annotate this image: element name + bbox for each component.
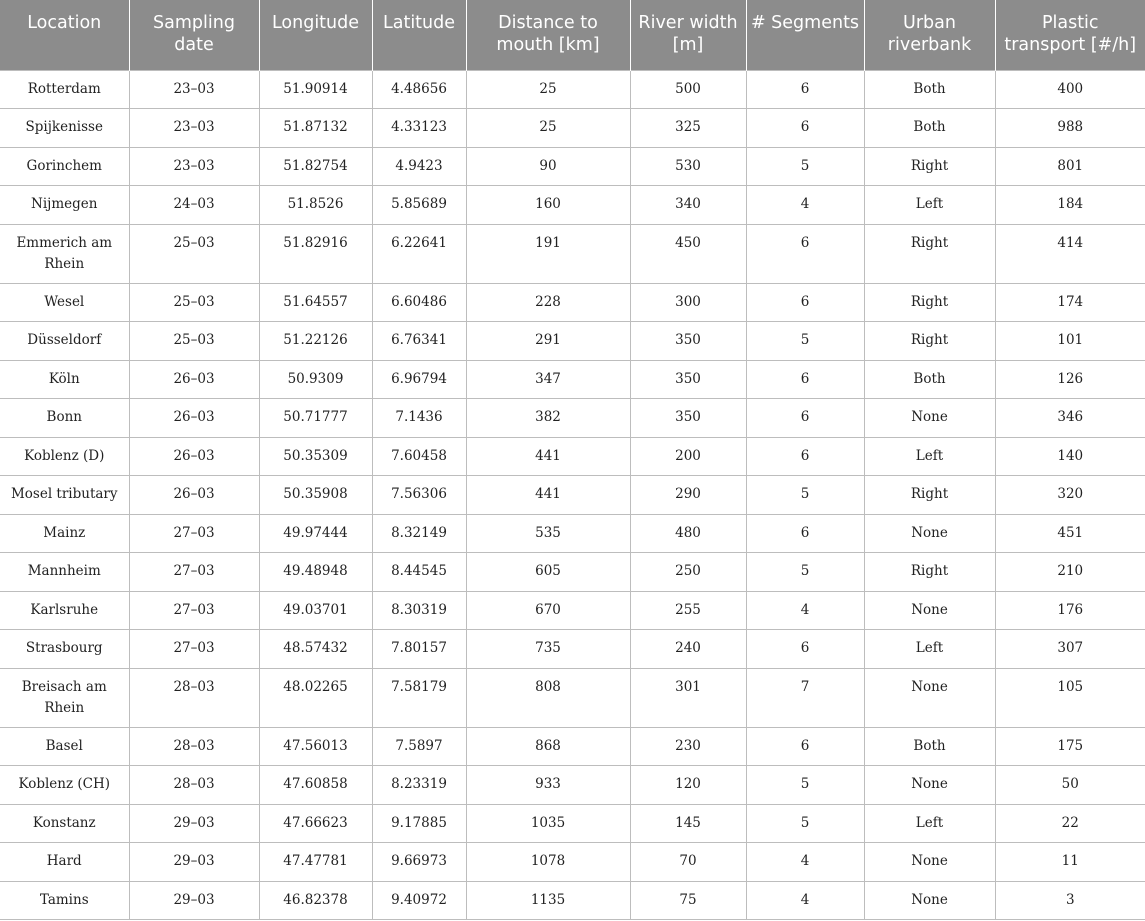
cell-latitude: 9.17885: [372, 804, 466, 843]
cell-longitude: 51.87132: [259, 109, 372, 148]
cell-location: Mainz: [0, 514, 129, 553]
cell-latitude: 8.44545: [372, 553, 466, 592]
cell-latitude: 6.60486: [372, 283, 466, 322]
cell-sampling-date: 25–03: [129, 322, 259, 361]
cell-river-width: 255: [630, 591, 746, 630]
cell-segments: 6: [746, 630, 864, 669]
cell-longitude: 51.64557: [259, 283, 372, 322]
cell-location: Düsseldorf: [0, 322, 129, 361]
cell-plastic-transport: 3: [995, 881, 1145, 920]
cell-longitude: 50.35309: [259, 437, 372, 476]
cell-location: Rotterdam: [0, 70, 129, 109]
cell-location: Spijkenisse: [0, 109, 129, 148]
cell-river-width: 325: [630, 109, 746, 148]
cell-latitude: 4.48656: [372, 70, 466, 109]
cell-plastic-transport: 400: [995, 70, 1145, 109]
cell-river-width: 480: [630, 514, 746, 553]
cell-segments: 6: [746, 514, 864, 553]
table-row: [0, 630, 1145, 669]
cell-river-width: 200: [630, 437, 746, 476]
cell-sampling-date: 23–03: [129, 109, 259, 148]
cell-distance-to-mouth: 25: [466, 70, 630, 109]
cell-latitude: 6.96794: [372, 360, 466, 399]
cell-plastic-transport: 22: [995, 804, 1145, 843]
cell-distance-to-mouth: 160: [466, 186, 630, 225]
cell-location: Gorinchem: [0, 147, 129, 186]
cell-urban-riverbank: Left: [864, 186, 995, 225]
cell-longitude: 49.48948: [259, 553, 372, 592]
cell-latitude: 5.85689: [372, 186, 466, 225]
table-row: [0, 147, 1145, 186]
cell-river-width: 120: [630, 766, 746, 805]
cell-segments: 6: [746, 283, 864, 322]
cell-latitude: 4.33123: [372, 109, 466, 148]
cell-urban-riverbank: Left: [864, 437, 995, 476]
cell-urban-riverbank: Both: [864, 109, 995, 148]
cell-location: Konstanz: [0, 804, 129, 843]
cell-location: Koblenz (D): [0, 437, 129, 476]
cell-river-width: 230: [630, 727, 746, 766]
table-row: [0, 804, 1145, 843]
cell-distance-to-mouth: 191: [466, 224, 630, 283]
cell-latitude: 7.58179: [372, 668, 466, 727]
cell-segments: 5: [746, 322, 864, 361]
cell-longitude: 46.82378: [259, 881, 372, 920]
cell-plastic-transport: 176: [995, 591, 1145, 630]
cell-latitude: 4.9423: [372, 147, 466, 186]
cell-segments: 5: [746, 147, 864, 186]
cell-river-width: 250: [630, 553, 746, 592]
cell-sampling-date: 27–03: [129, 514, 259, 553]
cell-plastic-transport: 307: [995, 630, 1145, 669]
cell-segments: 6: [746, 224, 864, 283]
cell-sampling-date: 29–03: [129, 843, 259, 882]
cell-distance-to-mouth: 605: [466, 553, 630, 592]
cell-distance-to-mouth: 808: [466, 668, 630, 727]
cell-urban-riverbank: None: [864, 766, 995, 805]
cell-segments: 6: [746, 360, 864, 399]
cell-longitude: 50.71777: [259, 399, 372, 438]
cell-location: Mosel tributary: [0, 476, 129, 515]
cell-river-width: 290: [630, 476, 746, 515]
cell-latitude: 7.1436: [372, 399, 466, 438]
cell-river-width: 70: [630, 843, 746, 882]
cell-distance-to-mouth: 90: [466, 147, 630, 186]
cell-segments: 4: [746, 591, 864, 630]
cell-distance-to-mouth: 347: [466, 360, 630, 399]
cell-river-width: 500: [630, 70, 746, 109]
cell-location: Köln: [0, 360, 129, 399]
cell-river-width: 350: [630, 399, 746, 438]
cell-segments: 5: [746, 804, 864, 843]
cell-segments: 6: [746, 109, 864, 148]
cell-urban-riverbank: None: [864, 514, 995, 553]
cell-longitude: 49.97444: [259, 514, 372, 553]
cell-sampling-date: 25–03: [129, 224, 259, 283]
cell-plastic-transport: 50: [995, 766, 1145, 805]
cell-longitude: 48.02265: [259, 668, 372, 727]
cell-urban-riverbank: Left: [864, 804, 995, 843]
cell-plastic-transport: 320: [995, 476, 1145, 515]
cell-plastic-transport: 414: [995, 224, 1145, 283]
header-river-width: River width [m]: [630, 0, 746, 70]
cell-urban-riverbank: Right: [864, 283, 995, 322]
cell-river-width: 75: [630, 881, 746, 920]
cell-location: Wesel: [0, 283, 129, 322]
header-latitude: Latitude: [372, 0, 466, 70]
cell-plastic-transport: 105: [995, 668, 1145, 727]
cell-longitude: 47.66623: [259, 804, 372, 843]
cell-distance-to-mouth: 25: [466, 109, 630, 148]
cell-sampling-date: 26–03: [129, 437, 259, 476]
cell-segments: 5: [746, 766, 864, 805]
cell-plastic-transport: 175: [995, 727, 1145, 766]
cell-distance-to-mouth: 1035: [466, 804, 630, 843]
cell-urban-riverbank: Both: [864, 70, 995, 109]
cell-distance-to-mouth: 1135: [466, 881, 630, 920]
cell-longitude: 51.22126: [259, 322, 372, 361]
cell-urban-riverbank: Right: [864, 224, 995, 283]
cell-urban-riverbank: Right: [864, 553, 995, 592]
cell-longitude: 49.03701: [259, 591, 372, 630]
cell-sampling-date: 25–03: [129, 283, 259, 322]
cell-urban-riverbank: Both: [864, 360, 995, 399]
cell-plastic-transport: 140: [995, 437, 1145, 476]
table-body: [0, 70, 1145, 920]
table-row: [0, 224, 1145, 283]
cell-location: Basel: [0, 727, 129, 766]
header-segments: # Segments: [746, 0, 864, 70]
cell-urban-riverbank: None: [864, 881, 995, 920]
cell-plastic-transport: 346: [995, 399, 1145, 438]
cell-plastic-transport: 184: [995, 186, 1145, 225]
table-row: [0, 70, 1145, 109]
cell-segments: 6: [746, 437, 864, 476]
header-row: [0, 0, 1145, 70]
table-row: [0, 668, 1145, 727]
header-sampling-date: Sampling date: [129, 0, 259, 70]
cell-latitude: 6.76341: [372, 322, 466, 361]
header-distance-to-mouth: Distance to mouth [km]: [466, 0, 630, 70]
cell-plastic-transport: 174: [995, 283, 1145, 322]
cell-distance-to-mouth: 670: [466, 591, 630, 630]
cell-segments: 5: [746, 476, 864, 515]
cell-latitude: 6.22641: [372, 224, 466, 283]
cell-distance-to-mouth: 441: [466, 437, 630, 476]
cell-latitude: 8.32149: [372, 514, 466, 553]
cell-location: Nijmegen: [0, 186, 129, 225]
header-urban-riverbank: Urban riverbank: [864, 0, 995, 70]
table-row: [0, 283, 1145, 322]
cell-segments: 5: [746, 553, 864, 592]
cell-urban-riverbank: None: [864, 399, 995, 438]
cell-sampling-date: 27–03: [129, 591, 259, 630]
cell-river-width: 450: [630, 224, 746, 283]
cell-river-width: 301: [630, 668, 746, 727]
cell-location: Bonn: [0, 399, 129, 438]
cell-sampling-date: 24–03: [129, 186, 259, 225]
table-header: [0, 0, 1145, 70]
cell-sampling-date: 26–03: [129, 360, 259, 399]
cell-distance-to-mouth: 535: [466, 514, 630, 553]
table-row: [0, 476, 1145, 515]
cell-sampling-date: 27–03: [129, 630, 259, 669]
cell-segments: 4: [746, 881, 864, 920]
table-row: [0, 591, 1145, 630]
cell-urban-riverbank: Right: [864, 476, 995, 515]
cell-sampling-date: 23–03: [129, 70, 259, 109]
cell-river-width: 350: [630, 360, 746, 399]
cell-location: Karlsruhe: [0, 591, 129, 630]
cell-latitude: 7.80157: [372, 630, 466, 669]
cell-latitude: 7.56306: [372, 476, 466, 515]
cell-longitude: 50.9309: [259, 360, 372, 399]
cell-longitude: 47.56013: [259, 727, 372, 766]
cell-segments: 4: [746, 186, 864, 225]
cell-sampling-date: 27–03: [129, 553, 259, 592]
cell-urban-riverbank: Right: [864, 322, 995, 361]
cell-location: Emmerich am Rhein: [0, 224, 129, 283]
cell-location: Strasbourg: [0, 630, 129, 669]
cell-longitude: 50.35908: [259, 476, 372, 515]
cell-distance-to-mouth: 441: [466, 476, 630, 515]
header-location: Location: [0, 0, 129, 70]
cell-longitude: 51.8526: [259, 186, 372, 225]
table-row: [0, 109, 1145, 148]
cell-urban-riverbank: Left: [864, 630, 995, 669]
cell-distance-to-mouth: 228: [466, 283, 630, 322]
cell-location: Koblenz (CH): [0, 766, 129, 805]
table-row: [0, 553, 1145, 592]
cell-distance-to-mouth: 1078: [466, 843, 630, 882]
cell-location: Breisach am Rhein: [0, 668, 129, 727]
cell-distance-to-mouth: 868: [466, 727, 630, 766]
table-row: [0, 360, 1145, 399]
table-row: [0, 437, 1145, 476]
cell-segments: 6: [746, 399, 864, 438]
cell-urban-riverbank: Right: [864, 147, 995, 186]
cell-sampling-date: 28–03: [129, 727, 259, 766]
cell-plastic-transport: 988: [995, 109, 1145, 148]
table-row: [0, 766, 1145, 805]
cell-distance-to-mouth: 735: [466, 630, 630, 669]
cell-sampling-date: 23–03: [129, 147, 259, 186]
cell-river-width: 240: [630, 630, 746, 669]
cell-river-width: 300: [630, 283, 746, 322]
cell-segments: 4: [746, 843, 864, 882]
cell-longitude: 51.82754: [259, 147, 372, 186]
cell-latitude: 9.40972: [372, 881, 466, 920]
cell-plastic-transport: 451: [995, 514, 1145, 553]
cell-sampling-date: 29–03: [129, 881, 259, 920]
cell-distance-to-mouth: 291: [466, 322, 630, 361]
cell-sampling-date: 28–03: [129, 766, 259, 805]
cell-longitude: 47.47781: [259, 843, 372, 882]
cell-distance-to-mouth: 933: [466, 766, 630, 805]
cell-distance-to-mouth: 382: [466, 399, 630, 438]
cell-longitude: 48.57432: [259, 630, 372, 669]
cell-latitude: 8.23319: [372, 766, 466, 805]
cell-segments: 7: [746, 668, 864, 727]
cell-segments: 6: [746, 70, 864, 109]
header-plastic-transport: Plastic transport [#/h]: [995, 0, 1145, 70]
cell-urban-riverbank: Both: [864, 727, 995, 766]
cell-location: Tamins: [0, 881, 129, 920]
cell-urban-riverbank: None: [864, 668, 995, 727]
table-row: [0, 881, 1145, 920]
cell-plastic-transport: 11: [995, 843, 1145, 882]
cell-sampling-date: 29–03: [129, 804, 259, 843]
cell-urban-riverbank: None: [864, 843, 995, 882]
cell-latitude: 8.30319: [372, 591, 466, 630]
cell-latitude: 7.5897: [372, 727, 466, 766]
cell-plastic-transport: 101: [995, 322, 1145, 361]
cell-longitude: 51.90914: [259, 70, 372, 109]
table-row: [0, 727, 1145, 766]
cell-river-width: 530: [630, 147, 746, 186]
table-row: [0, 843, 1145, 882]
table-row: [0, 399, 1145, 438]
cell-river-width: 340: [630, 186, 746, 225]
cell-plastic-transport: 210: [995, 553, 1145, 592]
cell-latitude: 9.66973: [372, 843, 466, 882]
cell-sampling-date: 26–03: [129, 476, 259, 515]
table-row: [0, 514, 1145, 553]
cell-location: Mannheim: [0, 553, 129, 592]
cell-sampling-date: 26–03: [129, 399, 259, 438]
cell-plastic-transport: 801: [995, 147, 1145, 186]
cell-plastic-transport: 126: [995, 360, 1145, 399]
table-row: [0, 186, 1145, 225]
cell-sampling-date: 28–03: [129, 668, 259, 727]
cell-river-width: 350: [630, 322, 746, 361]
table-row: [0, 322, 1145, 361]
cell-longitude: 47.60858: [259, 766, 372, 805]
cell-location: Hard: [0, 843, 129, 882]
header-longitude: Longitude: [259, 0, 372, 70]
cell-segments: 6: [746, 727, 864, 766]
cell-urban-riverbank: None: [864, 591, 995, 630]
cell-latitude: 7.60458: [372, 437, 466, 476]
cell-river-width: 145: [630, 804, 746, 843]
cell-longitude: 51.82916: [259, 224, 372, 283]
